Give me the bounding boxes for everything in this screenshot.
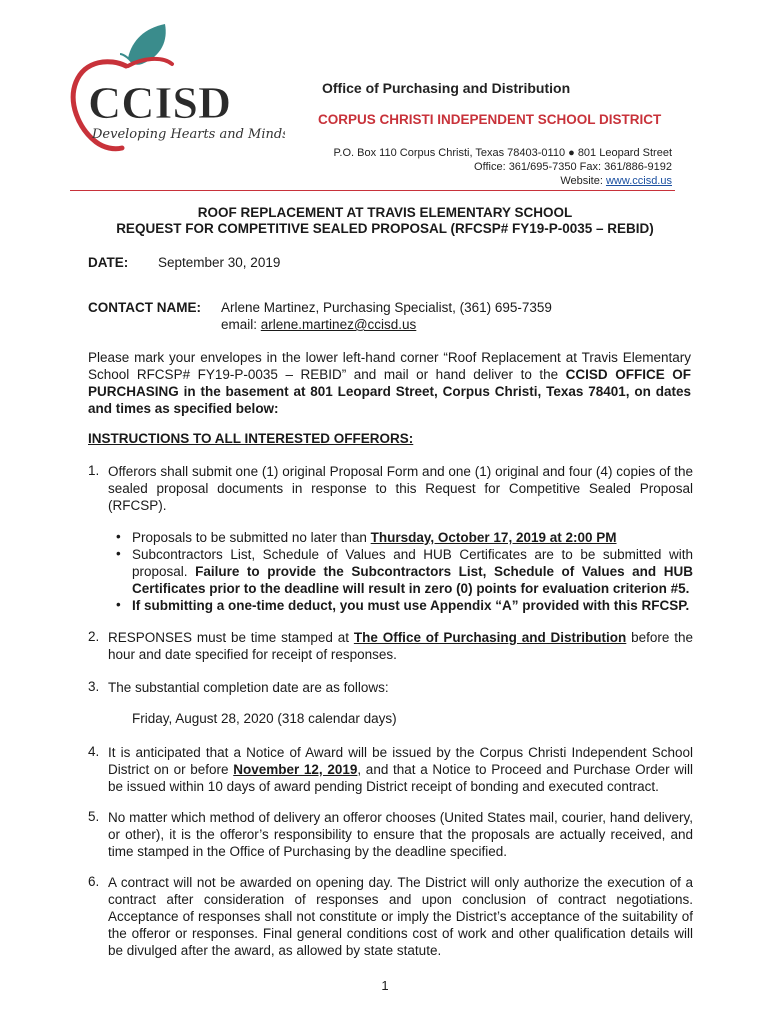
date-value: September 30, 2019 <box>158 255 281 270</box>
contact-value: Arlene Martinez, Purchasing Specialist, (361) 695-7359 <box>221 300 552 315</box>
item-5-text: No matter which method of delivery an offeror chooses (United States mail, courier, hand delivery, or other), it is the offeror’s responsibility to ensure that the proposals are actually received, and time stamped in the Office of Purchasing by the deadline specified. <box>108 810 693 859</box>
bullet-1-deadline: Thursday, October 17, 2019 at 2:00 PM <box>370 530 617 545</box>
logo-tagline: Developing Hearts and Minds <box>92 127 285 142</box>
bullet-3-text: If submitting a one-time deduct, you must use Appendix “A” provided with this RFCSP. <box>132 598 690 613</box>
item-6-number: 6. <box>88 874 100 889</box>
bullet-2-bold: Failure to provide the Subcontractors List, Schedule of Values and HUB Certificates prior to the deadline will result in zero (0) points for evaluation criterion #5. <box>132 564 693 596</box>
date-label: DATE: <box>88 255 129 270</box>
website-line <box>560 175 672 187</box>
document-subtitle: REQUEST FOR COMPETITIVE SEALED PROPOSAL (RFCSP# FY19-P-0035 – REBID) <box>116 221 654 236</box>
document-title: ROOF REPLACEMENT AT TRAVIS ELEMENTARY SCHOOL <box>197 205 573 220</box>
item-6-text: A contract will not be awarded on opening day. The District will only authorize the execution of a contract after consideration of responses and upon conclusion of contract negotiations. Acceptance of responses shall not constitute or imply the District’s acceptance of the suitability of the offeror or responses. Final general conditions cost of work and other qualification details will be divulged after the award, as allowed by state statute. <box>108 875 693 958</box>
email-label: email: <box>221 317 258 332</box>
item-2-post: before the hour and date specified for receipt of responses. <box>108 630 694 662</box>
instructions-heading: INSTRUCTIONS TO ALL INTERESTED OFFERORS: <box>88 431 414 446</box>
bullet-2-marker: • <box>116 546 121 561</box>
item-2-number: 2. <box>88 629 100 644</box>
item-2-text <box>108 629 693 663</box>
address-line: P.O. Box 110 Corpus Christi, Texas 78403-0110 ● 801 Leopard Street <box>333 147 672 159</box>
item-2-office: The Office of Purchasing and Distribution <box>353 630 627 645</box>
item-5-number: 5. <box>88 809 100 824</box>
item-3-number: 3. <box>88 679 100 694</box>
contact-email-line <box>221 317 416 332</box>
page-number: 1 <box>381 978 389 993</box>
office-title: Office of Purchasing and Distribution <box>322 80 571 96</box>
item-1-text: Offerors shall submit one (1) original Proposal Form and one (1) original and four (4) copies of the sealed proposal documents in response to this Request for Competitive Sealed Proposal (RFCSP). <box>108 464 693 513</box>
item-2-pre: RESPONSES must be time stamped at <box>108 630 354 645</box>
contact-label: CONTACT NAME: <box>88 300 201 315</box>
item-1-number: 1. <box>88 463 100 478</box>
district-name: CORPUS CHRISTI INDEPENDENT SCHOOL DISTRICT <box>318 112 662 127</box>
website-link[interactable]: www.ccisd.us <box>605 175 672 187</box>
bullet-2-text <box>132 546 693 597</box>
logo-text: CCISD <box>88 77 232 128</box>
bullet-3-marker: • <box>116 597 121 612</box>
email-link[interactable]: arlene.martinez@ccisd.us <box>260 317 417 332</box>
ccisd-logo <box>70 20 285 170</box>
apple-logo-icon <box>70 20 285 170</box>
header-rule <box>70 190 675 191</box>
envelope-text: Please mark your envelopes in the lower left-hand corner “Roof Replacement at Travis Elementary School RFCSP# FY19-P-0035 – REBID” and mail or hand deliver to the <box>88 350 691 382</box>
phone-fax-line: Office: 361/695-7350 Fax: 361/886-9192 <box>474 161 672 173</box>
envelope-bold-text: CCISD OFFICE OF PURCHASING in the basement at 801 Leopard Street, Corpus Christi, Texas 78401, on dates and times as specified below: <box>88 367 691 416</box>
bullet-1-marker: • <box>116 529 121 544</box>
bullet-1-text <box>132 529 693 546</box>
item-3-completion-date: Friday, August 28, 2020 (318 calendar days) <box>132 711 397 726</box>
website-label: Website: <box>560 175 603 187</box>
item-4-text <box>108 744 693 795</box>
item-4-award-date: November 12, 2019 <box>233 762 358 777</box>
item-4-number: 4. <box>88 744 100 759</box>
item-3-text: The substantial completion date are as follows: <box>108 680 389 695</box>
item-4-post: , and that a Notice to Proceed and Purchase Order will be issued within 10 days of award pending District receipt of bonding and executed contract. <box>108 762 693 794</box>
envelope-instructions <box>88 349 691 417</box>
bullet-2-pre: Subcontractors List, Schedule of Values and HUB Certificates are to be submitted with proposal. <box>132 547 693 579</box>
item-4-pre: It is anticipated that a Notice of Award will be issued by the Corpus Christi Independent School District on or before <box>108 745 693 777</box>
bullet-1-pre: Proposals to be submitted no later than <box>132 530 371 545</box>
